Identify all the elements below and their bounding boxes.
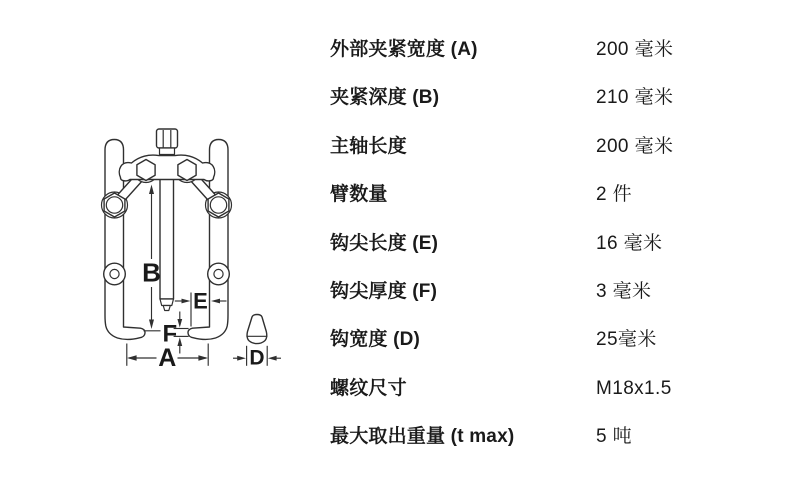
spec-value: 5 吨	[596, 426, 633, 448]
spec-value: 25毫米	[596, 329, 657, 351]
spec-row	[330, 182, 780, 208]
spec-row	[330, 134, 780, 160]
spec-label: 钩宽度 (D)	[330, 329, 421, 351]
spec-label: 外部夹紧宽度 (A)	[330, 39, 478, 60]
dim-label-d: D	[249, 346, 265, 370]
spec-value: 3 毫米	[596, 281, 652, 302]
dim-label-e: E	[193, 288, 208, 314]
dim-label-f: F	[162, 320, 178, 348]
spec-label: 钩尖长度 (E)	[330, 232, 439, 254]
spec-row	[330, 376, 780, 402]
spec-row	[330, 37, 780, 63]
spec-row	[330, 279, 780, 305]
spec-row	[330, 231, 780, 257]
spec-value: M18x1.5	[596, 377, 672, 399]
spec-label: 夹紧深度 (B)	[330, 87, 440, 109]
spec-row	[330, 424, 780, 450]
dim-label-b: B	[142, 257, 161, 288]
spec-label: 螺纹尺寸	[330, 377, 407, 399]
spec-label: 臂数量	[330, 184, 388, 206]
spec-label: 钩尖厚度 (F)	[330, 281, 438, 302]
spec-value: 200 毫米	[596, 39, 674, 60]
dim-label-a: A	[158, 344, 177, 373]
spec-value: 200 毫米	[596, 135, 674, 157]
spec-value: 2 件	[596, 184, 633, 206]
spec-row	[330, 85, 780, 111]
spec-label: 最大取出重量 (t max)	[330, 426, 515, 448]
spec-value: 210 毫米	[596, 87, 674, 109]
spec-label: 主轴长度	[330, 135, 407, 157]
spec-value: 16 毫米	[596, 232, 663, 254]
spec-row	[330, 327, 780, 353]
